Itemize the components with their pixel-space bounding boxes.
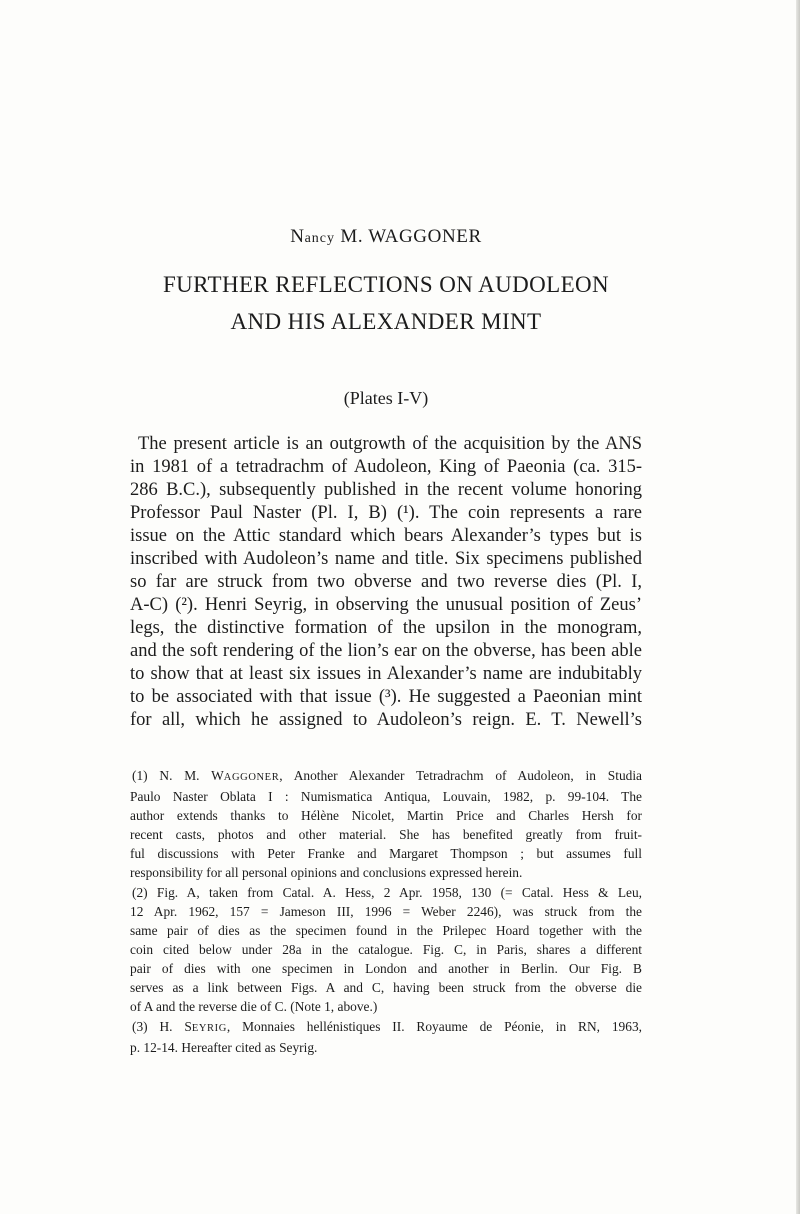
body-line: 286 B.C.), subsequently published in the recent volume honoring [130,480,642,500]
footnote-2 [130,883,642,1016]
footnote-line: (3) H. SEYRIG, Monnaies hellénistiques II. Royaume de Péonie, in RN, 1963, [132,1019,642,1034]
footnote-line: (1) N. M. WAGGONER, Another Alexander Tetradrachm of Audoleon, in Studia [132,768,643,783]
plates-reference: (Plates I-V) [343,388,429,408]
footnote-line: ful discussions with Peter Franke and Margaret Thompson ; but assumes full [130,846,642,861]
footnote-line: same pair of dies as the specimen found in the Prilepec Hoard together with the [130,923,642,938]
footnote-line: Paulo Naster Oblata I : Numismatica Antiqua, Louvain, 1982, p. 99-104. The [130,789,642,804]
body-line: and the soft rendering of the lion’s ear on the obverse, has been able [130,641,642,661]
footnotes [130,766,642,1058]
body-line: Professor Paul Naster (Pl. I, B) (¹). The coin represents a rare [130,503,642,523]
page-edge [796,0,800,1214]
author-first-rest: ancy [304,231,335,246]
footnote-line: 12 Apr. 1962, 157 = Jameson III, 1996 = Weber 2246), was struck from the [130,904,642,919]
footnote-line: of A and the reverse die of C. (Note 1, above.) [130,999,378,1014]
footnote-line: pair of dies with one specimen in London and another in Berlin. Our Fig. B [130,961,642,976]
footnote-line: responsibility for all personal opinions and conclusions expressed herein. [130,865,523,880]
author-first-initial: N [290,226,305,247]
author-middle: M. [340,226,364,247]
body-line: A-C) (²). Henri Seyrig, in observing the unusual position of Zeus’ [130,595,642,615]
body-line: in 1981 of a tetradrachm of Audoleon, King of Paeonia (ca. 315- [130,457,642,477]
footnote-line: p. 12-14. Hereafter cited as Seyrig. [130,1040,318,1055]
footnote-line: coin cited below under 28a in the catalogue. Fig. C, in Paris, shares a different [130,942,642,957]
body-line: for all, which he assigned to Audoleon’s reign. E. T. Newell’s [130,710,642,730]
body-line: issue on the Attic standard which bears Alexander’s types but is [130,526,642,546]
title-line-2: AND HIS ALEXANDER MINT [230,309,542,334]
title-line-1: FURTHER REFLECTIONS ON AUDOLEON [162,272,610,297]
body-line: inscribed with Audoleon’s name and title. Six specimens published [130,549,642,569]
body-line: The present article is an outgrowth of the acquisition by the ANS [138,434,642,454]
body-paragraph [130,433,642,732]
footnote-3 [130,1017,642,1057]
author-last: WAGGONER [368,226,482,247]
body-line: so far are struck from two obverse and two reverse dies (Pl. I, [130,572,642,592]
body-line: to show that at least six issues in Alexander’s name are indubitably [130,664,642,684]
footnote-line: (2) Fig. A, taken from Catal. A. Hess, 2 Apr. 1958, 130 (= Catal. Hess & Leu, [132,885,642,900]
footnote-line: author extends thanks to Hélène Nicolet, Martin Price and Charles Hersh for [130,808,642,823]
author-line [130,226,642,248]
footnote-1 [130,766,642,882]
footnote-line: recent casts, photos and other material. She has benefited greatly from fruit- [130,827,642,842]
footnote-line: serves as a link between Figs. A and C, having been struck from the obverse die [130,980,642,995]
article-title [130,266,642,340]
body-line: legs, the distinctive formation of the upsilon in the monogram, [130,618,642,638]
body-line: to be associated with that issue (³). He suggested a Paeonian mint [130,687,642,707]
